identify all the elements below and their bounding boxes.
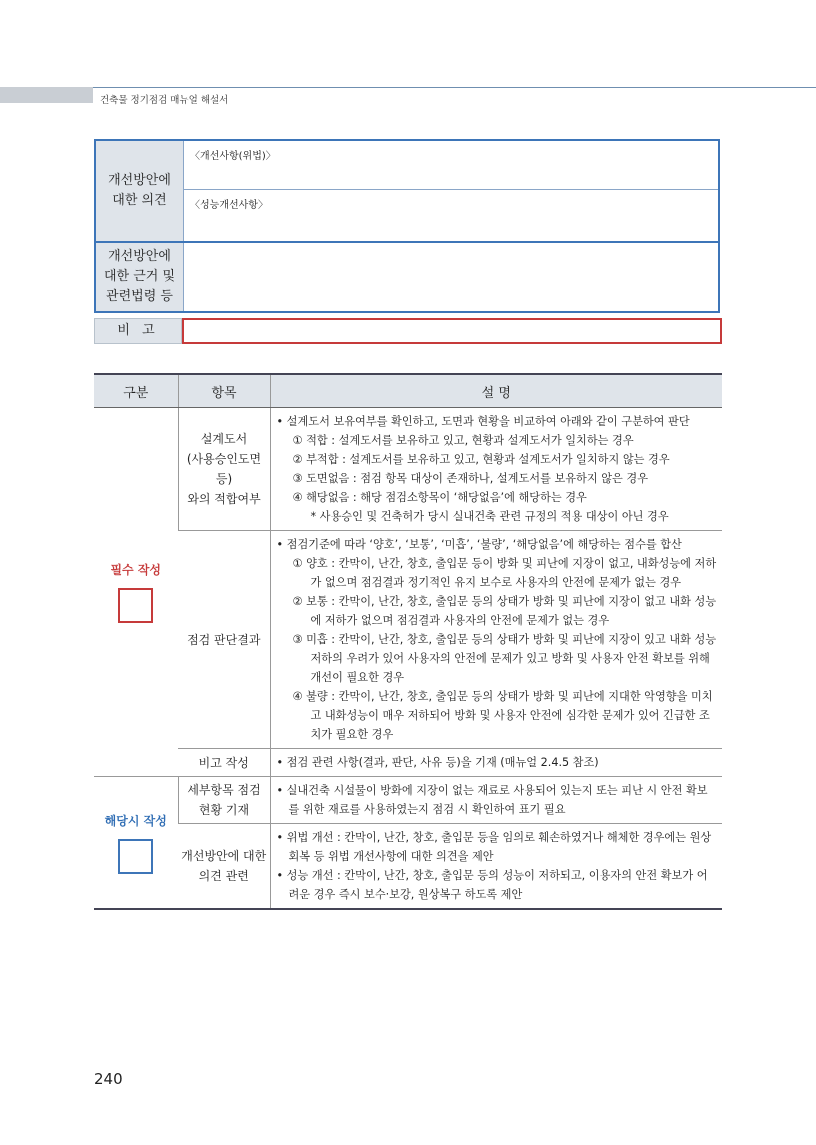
desc-line: • 점검 관련 사항(결과, 판단, 사유 등)을 기재 (매뉴얼 2.4.5 참조) [276,756,599,769]
table-row [94,824,722,910]
table-row [94,749,722,777]
desc-line: • 성능 개선 : 칸막이, 난간, 창호, 출입문 등의 성능이 저하되고, 이용자의 안전 확보가 어려운 경우 즉시 보수‧보강, 원상복구 하도록 제안 [276,869,708,901]
desc-cell [270,408,722,531]
form-opinion-body [184,141,718,241]
header-description: 설 명 [270,374,722,408]
desc-line: • 실내건축 시설물이 방화에 지장이 없는 재료로 사용되어 있는지 또는 피난 시 안전 확보를 위한 재료를 사용하였는지 점검 시 확인하여 표기 필요 [276,784,708,816]
table-row [94,408,722,531]
form-row-opinion [94,139,720,243]
category-required [94,408,178,777]
header-category: 구분 [94,374,178,408]
desc-cell [270,749,722,777]
required-label: 필수 작성 [110,563,162,577]
item-cell: 개선방안에 대한 의견 관련 [178,824,270,910]
running-title: 건축물 정기점검 매뉴얼 해설서 [100,95,229,106]
remarks-row [94,318,722,344]
desc-line: • 위법 개선 : 칸막이, 난간, 창호, 출입문 등을 임의로 훼손하였거나 해체한 경우에는 원상회복 등 위법 개선사항에 대한 의견을 제안 [276,831,712,863]
desc-line: ① 양호 : 칸막이, 난간, 창호, 출입문 등이 방화 및 피난에 지장이 없고, 내화성능에 저하가 없으며 점검결과 정기적인 유지 보수로 사용자의 안전에 문제가 없는 경우 [292,557,717,589]
form-label-opinion: 개선방안에 대한 의견 [96,141,184,241]
form-label-basis: 개선방안에 대한 근거 및 관련법령 등 [96,243,184,311]
item-cell: 점검 판단결과 [178,531,270,749]
desc-line: ① 적합 : 설계도서를 보유하고 있고, 현황과 설계도서가 일치하는 경우 [292,434,634,447]
form-row-basis [94,243,720,313]
desc-cell [270,824,722,910]
desc-cell [270,777,722,824]
desc-cell [270,531,722,749]
desc-line: ③ 도면없음 : 점검 항목 대상이 존재하나, 설계도서를 보유하지 않은 경우 [292,472,649,485]
form-sub-violation: 〈개선사항(위법)〉 [184,141,718,190]
explanation-table [94,373,722,910]
header-rule [93,87,816,88]
desc-line: ④ 불량 : 칸막이, 난간, 창호, 출입문 등의 상태가 방화 및 피난에 지대한 악영향을 미치고 내화성능이 매우 저하되어 방화 및 사용자 안전에 심각한 문제가 있어 긴급한 조치가 필요한 경우 [292,690,713,741]
page-number: 240 [94,1070,123,1088]
category-conditional [94,777,178,910]
desc-line: • 점검기준에 따라 ‘양호’, ‘보통’, ‘미흡’, ‘불량’, ‘해당없음’에 해당하는 점수를 합산 [276,538,682,551]
form-basis-body [184,243,718,311]
table-row [94,777,722,824]
desc-line: • 설계도서 보유여부를 확인하고, 도면과 현황을 비교하여 아래와 같이 구분하여 판단 [276,415,690,428]
improvement-form [94,139,720,313]
required-marker-box [118,588,153,623]
header-accent-bar [0,87,93,103]
header-item: 항목 [178,374,270,408]
desc-line: ③ 미흡 : 칸막이, 난간, 창호, 출입문 등의 상태가 방화 및 피난에 지장이 있고 내화 성능 저하의 우려가 있어 사용자의 안전에 문제가 있고 방화 및 사용자 안전 확보를 위해 개선이 필요한 경우 [292,633,717,684]
conditional-marker-box [118,839,153,874]
desc-line: ② 보통 : 칸막이, 난간, 창호, 출입문 등의 상태가 방화 및 피난에 지장이 없고 내화 성능에 저하가 없으며 점검결과 사용자의 안전에 문제가 없는 경우 [292,595,717,627]
desc-line: ② 부적합 : 설계도서를 보유하고 있고, 현황과 설계도서가 일치하지 않는 경우 [292,453,670,466]
remarks-box [182,318,722,344]
remarks-label: 비 고 [94,318,182,344]
desc-line: ④ 해당없음 : 해당 점검소항목이 ‘해당없음’에 해당하는 경우 [292,491,587,504]
form-sub-performance: 〈성능개선사항〉 [190,200,268,211]
desc-line: * 사용승인 및 건축허가 당시 실내건축 관련 규정의 적용 대상이 아닌 경우 [310,510,669,523]
conditional-label: 해당시 작성 [104,813,167,828]
item-cell: 비고 작성 [178,749,270,777]
item-cell: 세부항목 점검 현황 기재 [178,777,270,824]
table-row [94,531,722,749]
item-cell: 설계도서 (사용승인도면 등) 와의 적합여부 [178,408,270,531]
